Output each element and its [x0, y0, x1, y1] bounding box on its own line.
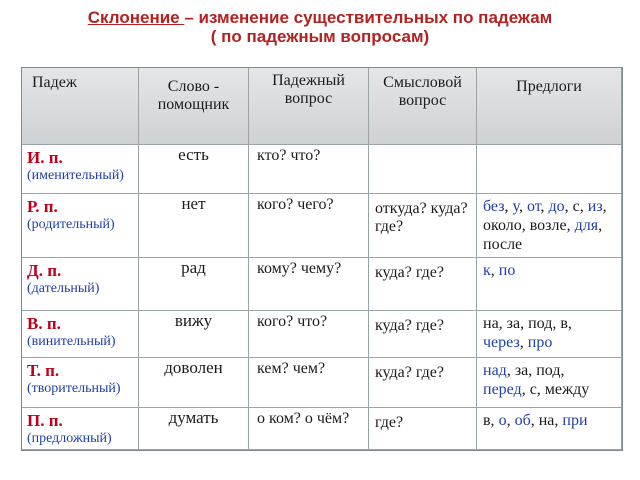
prepositions-line: [483, 314, 615, 333]
helper-word: доволен: [164, 358, 223, 377]
case-name: П. п.: [27, 411, 63, 430]
header-question-line1: Падежный: [272, 72, 345, 89]
header-meaning-line2: вопрос: [398, 92, 447, 109]
meaning-question-cell: [369, 258, 477, 311]
meaning-question-cell: [369, 358, 477, 408]
case-question-cell: [249, 194, 369, 258]
helper-word-cell: [139, 358, 249, 408]
preposition-text: около, возле,: [483, 217, 575, 234]
prepositions-cell: [477, 258, 622, 311]
header-case-label: Падеж: [32, 74, 77, 91]
preposition-text: ,: [519, 334, 528, 351]
case-name: Р. п.: [27, 197, 58, 216]
prepositions-line: [483, 235, 615, 254]
case-cell: [22, 311, 139, 358]
case-cell: [22, 358, 139, 408]
preposition-text: к: [483, 262, 491, 279]
case-full-name: (творительный): [27, 381, 121, 396]
preposition-text: до: [548, 198, 565, 215]
case-full-name: (именительный): [27, 168, 124, 183]
declension-table: [21, 67, 623, 451]
title-definition: – изменение существительных по падежам: [184, 8, 553, 27]
prepositions-line: [483, 216, 615, 235]
preposition-text: в,: [483, 412, 499, 429]
prepositions-cell: [477, 145, 622, 194]
header-meaning: [369, 68, 477, 145]
header-question: [249, 68, 369, 145]
prepositions-line: [483, 197, 615, 216]
preposition-text: ,: [506, 412, 515, 429]
header-prepositions: [477, 68, 622, 145]
case-name: В. п.: [27, 314, 61, 333]
meaning-question-cell: [369, 311, 477, 358]
title-term: Склонение: [87, 8, 185, 27]
preposition-text: о: [498, 412, 507, 429]
case-full-name: (предложный): [27, 431, 112, 446]
preposition-text: от: [526, 198, 541, 215]
meaning-question-cell: [369, 408, 477, 450]
case-question: о ком? о чём?: [257, 410, 350, 427]
preposition-text: по: [498, 262, 516, 279]
case-question-cell: [249, 408, 369, 450]
meaning-question-cell: [369, 145, 477, 194]
case-full-name: (родительный): [27, 217, 115, 232]
preposition-text: после: [483, 236, 523, 253]
header-helper-line2: помощник: [157, 96, 230, 113]
preposition-text: для: [574, 217, 599, 234]
helper-word-cell: [139, 258, 249, 311]
prepositions-cell: [477, 358, 622, 408]
helper-word-cell: [139, 145, 249, 194]
helper-word-cell: [139, 311, 249, 358]
preposition-text: про: [527, 334, 553, 351]
prepositions-cell: [477, 408, 622, 450]
case-question: кому? чему?: [257, 260, 342, 277]
header-question-line2: вопрос: [284, 90, 333, 107]
preposition-text: при: [562, 412, 588, 429]
prepositions-line: [483, 380, 615, 399]
preposition-text: у: [512, 198, 519, 215]
prepositions-line: [483, 411, 615, 430]
case-name: И. п.: [27, 148, 63, 167]
prepositions-line: [483, 361, 615, 380]
header-meaning-line1: Смысловой: [383, 74, 462, 91]
helper-word-cell: [139, 194, 249, 258]
meaning-question: куда? где?: [375, 264, 444, 281]
meaning-question: куда? где?: [375, 364, 444, 381]
case-question-cell: [249, 145, 369, 194]
case-cell: [22, 408, 139, 450]
case-full-name: (дательный): [27, 281, 100, 296]
preposition-text: , с,: [564, 198, 588, 215]
preposition-text: , на,: [530, 412, 563, 429]
helper-word: вижу: [174, 311, 213, 330]
meaning-question-cell: [369, 194, 477, 258]
case-question: кто? что?: [257, 147, 321, 164]
case-question: кого? что?: [257, 313, 328, 330]
preposition-text: из: [587, 198, 603, 215]
helper-word-cell: [139, 408, 249, 450]
case-question-cell: [249, 258, 369, 311]
preposition-text: ,: [490, 262, 499, 279]
case-name: Д. п.: [27, 261, 62, 280]
prepositions-cell: [477, 311, 622, 358]
header-case: [22, 68, 139, 145]
page-title: [0, 8, 640, 46]
prepositions-cell: [477, 194, 622, 258]
preposition-text: ,: [504, 198, 513, 215]
helper-word: думать: [168, 408, 219, 427]
preposition-text: без: [483, 198, 505, 215]
meaning-question: куда? где?: [375, 317, 444, 334]
helper-word: нет: [181, 194, 206, 213]
case-question: кем? чем?: [257, 360, 326, 377]
preposition-text: над: [483, 362, 507, 379]
preposition-text: ,: [540, 198, 549, 215]
preposition-text: , с, между: [521, 381, 590, 398]
case-cell: [22, 258, 139, 311]
case-question-cell: [249, 358, 369, 408]
case-full-name: (винительный): [27, 334, 116, 349]
case-question: кого? чего?: [257, 196, 334, 213]
case-cell: [22, 145, 139, 194]
case-cell: [22, 194, 139, 258]
preposition-text: через: [483, 334, 520, 351]
meaning-question: откуда? куда? где?: [375, 200, 468, 235]
header-helper-line1: Слово -: [167, 78, 220, 95]
prepositions-line: [483, 333, 615, 352]
helper-word: рад: [181, 258, 206, 277]
prepositions-line: [483, 261, 615, 280]
case-question-cell: [249, 311, 369, 358]
preposition-text: ,: [518, 198, 527, 215]
preposition-text: перед: [483, 381, 522, 398]
header-prepositions-label: Предлоги: [516, 78, 582, 95]
title-subtitle: ( по падежным вопросам): [210, 27, 430, 46]
preposition-text: об: [514, 412, 531, 429]
header-helper: [139, 68, 249, 145]
helper-word: есть: [178, 145, 209, 164]
preposition-text: ,: [602, 198, 607, 215]
preposition-text: ,: [598, 217, 603, 234]
preposition-text: на, за, под, в,: [483, 315, 572, 332]
meaning-question: где?: [375, 414, 404, 431]
case-name: Т. п.: [27, 361, 60, 380]
preposition-text: , за, под,: [506, 362, 565, 379]
